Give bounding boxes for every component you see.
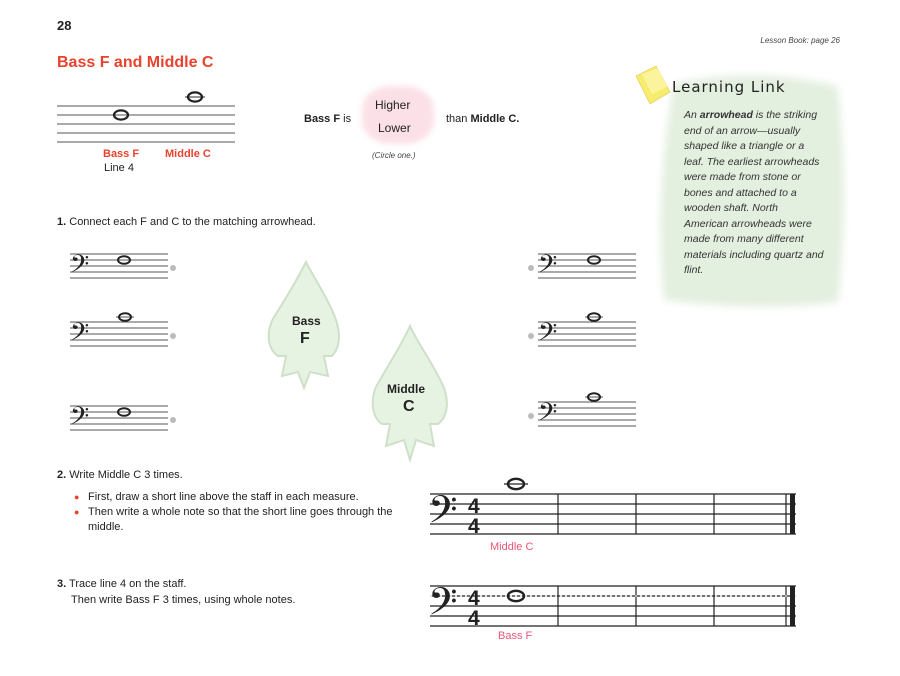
middle-c-label: Middle C <box>165 148 211 160</box>
exercise2-staff[interactable] <box>428 474 800 542</box>
exercise1-instruction: 1. Connect each F and C to the matching arrowhead. <box>57 216 316 228</box>
time-signature-top: 4 <box>468 495 480 518</box>
step-2: ● Then write a whole note so that the short line goes through the middle. <box>74 505 404 535</box>
exercise3-label: Bass F <box>498 630 533 642</box>
staff-left-1 <box>70 251 176 284</box>
choice-higher[interactable]: Higher <box>375 98 411 112</box>
line4-label: Line 4 <box>104 162 134 174</box>
bass-f-label: Bass F <box>103 148 140 160</box>
staff-right-3 <box>528 393 636 432</box>
exercise3-instruction-2: Then write Bass F 3 times, using whole notes. <box>71 594 296 606</box>
note-card-icon <box>632 62 674 108</box>
bass-clef-icon: 𝄢 <box>538 251 558 284</box>
exercise3-instruction-1: 3. Trace line 4 on the staff. <box>57 578 187 590</box>
staff-left-2 <box>70 313 176 352</box>
staff-right-1 <box>528 251 636 284</box>
question-suffix: than Middle C. <box>446 113 520 125</box>
right-staves <box>526 246 640 441</box>
arrowhead-c-line2: C <box>403 398 415 415</box>
staff-right-2 <box>528 313 636 352</box>
bass-clef-icon: 𝄢 <box>70 403 90 436</box>
choice-lower[interactable]: Lower <box>378 121 411 135</box>
step-1: ● First, draw a short line above the staff in each measure. <box>74 490 404 505</box>
time-signature-bottom: 4 <box>468 515 480 538</box>
circle-note: (Circle one.) <box>372 151 416 160</box>
bass-clef-icon: 𝄢 <box>70 319 90 352</box>
learning-link-text: An arrowhead is the striking end of an arrow—usually shaped like a triangle or a leaf. The earliest arrowheads were made from stone or bones and attached to a wooden shaft. North American arrowheads were made from many different materials including quartz and flint. <box>684 109 824 276</box>
page-number: 28 <box>57 18 72 33</box>
time-signature-top: 4 <box>468 587 480 610</box>
connect-dot[interactable] <box>528 265 534 271</box>
intro-staff <box>57 80 237 150</box>
question-prefix: Bass F is <box>304 113 352 125</box>
page-title: Bass F and Middle C <box>57 54 214 71</box>
connect-dot[interactable] <box>170 333 176 339</box>
connect-dot[interactable] <box>528 413 534 419</box>
bass-clef-icon: 𝄢 <box>538 319 558 352</box>
connect-dot[interactable] <box>528 333 534 339</box>
arrowhead-f-line1: Bass <box>292 314 321 328</box>
staff-left-3 <box>70 403 176 436</box>
exercise2-steps <box>74 490 404 535</box>
exercise3-staff[interactable] <box>428 576 800 632</box>
lesson-reference: Lesson Book: page 26 <box>760 36 840 45</box>
choice-highlight <box>362 86 434 144</box>
bass-clef-icon: 𝄢 <box>538 399 558 432</box>
bass-clef-icon: 𝄢 <box>428 580 458 632</box>
arrowhead-f[interactable] <box>252 258 356 398</box>
exercise2-label: Middle C <box>490 541 534 553</box>
bass-clef-icon: 𝄢 <box>428 488 458 540</box>
bass-clef-icon: 𝄢 <box>70 251 90 284</box>
exercise2-instruction: 2. Write Middle C 3 times. <box>57 469 183 481</box>
learning-link-title: Learning Link <box>672 78 786 96</box>
arrowhead-f-line2: F <box>300 330 310 347</box>
connect-dot[interactable] <box>170 265 176 271</box>
left-staves <box>66 246 178 441</box>
connect-dot[interactable] <box>170 417 176 423</box>
time-signature-bottom: 4 <box>468 607 480 630</box>
arrowhead-c-line1: Middle <box>387 382 425 396</box>
